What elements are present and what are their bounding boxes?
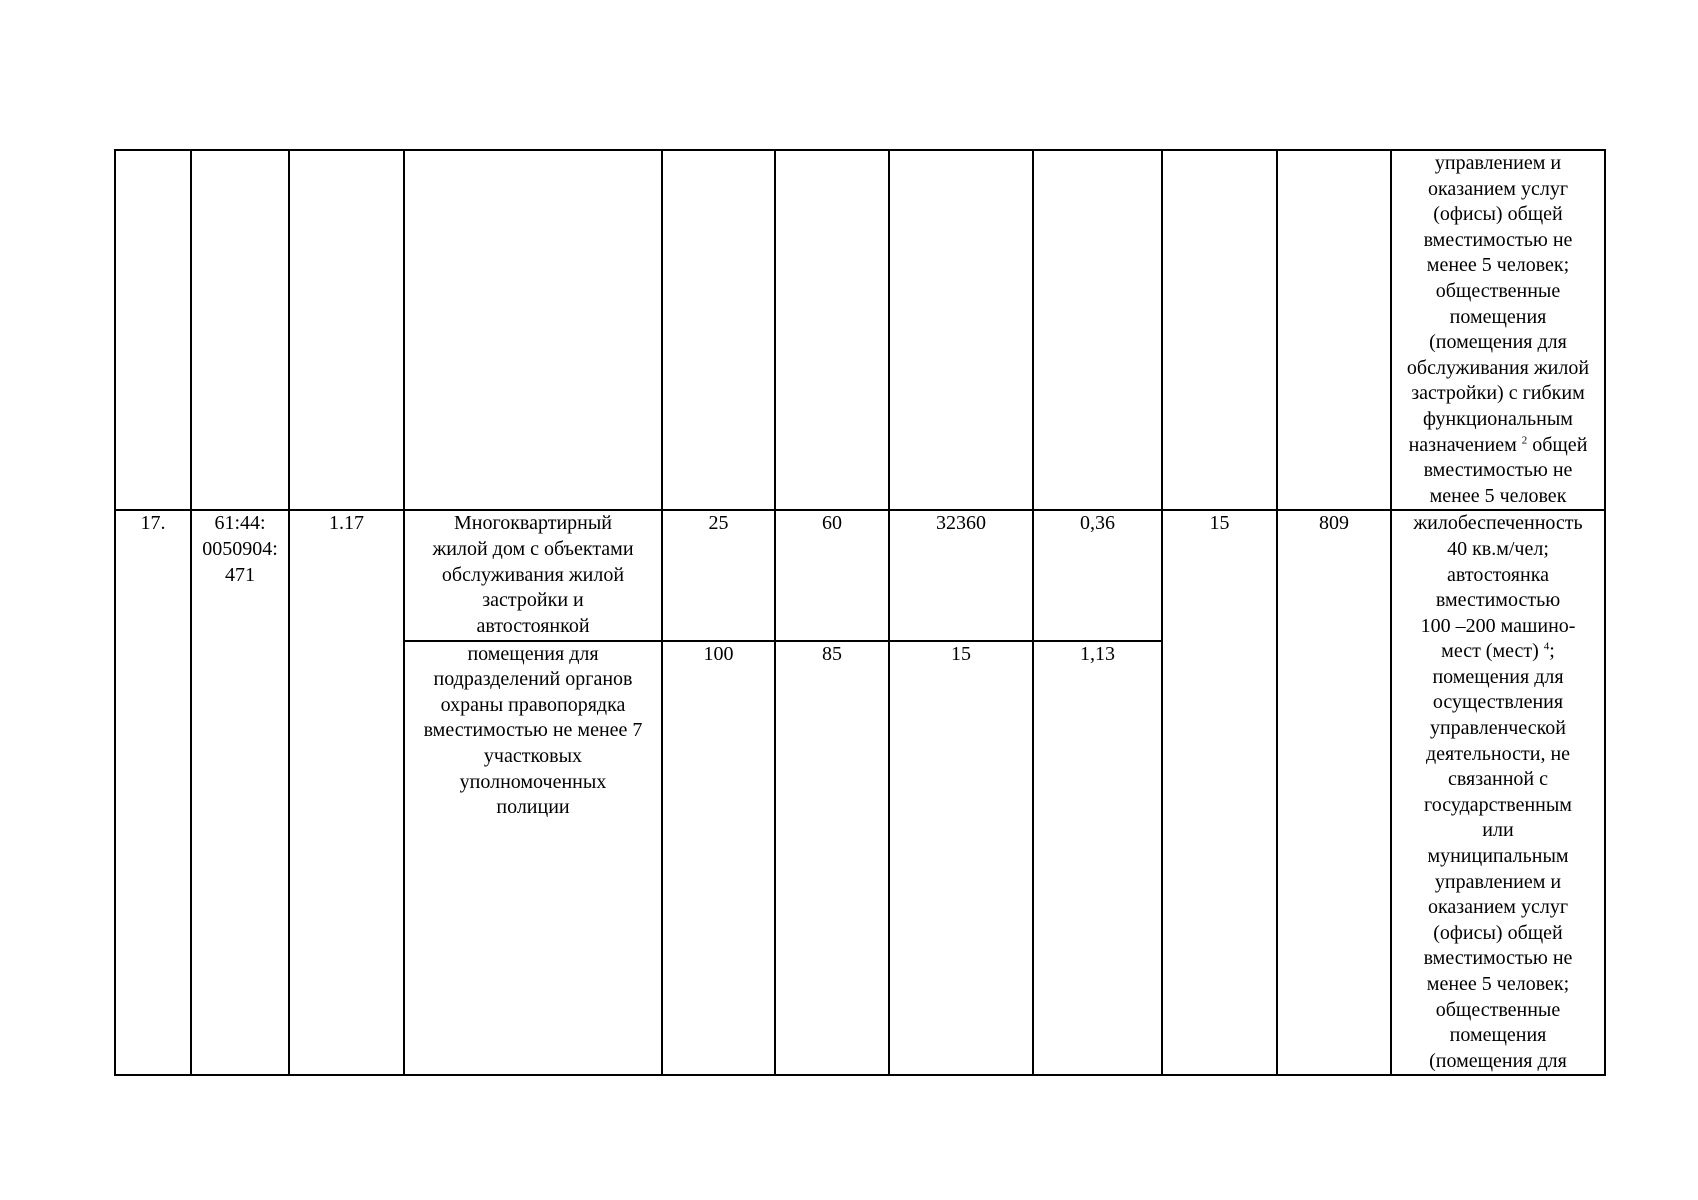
requirements-text-after: ; помещения для осуществления управленческой деятельности, не связанной с государственным или муниципальным управлением и оказанием услуг (офисы) общей вместимостью не менее 5 человек; общественные помещения (помещения для bbox=[1423, 640, 1573, 1072]
cell-value-6 bbox=[1277, 150, 1391, 510]
cell-description bbox=[404, 150, 662, 510]
cell-zone-code bbox=[289, 510, 404, 1075]
cell-description bbox=[404, 510, 662, 640]
cell-requirements bbox=[1391, 150, 1605, 510]
cell-value-2 bbox=[775, 510, 889, 640]
cell-value-3 bbox=[889, 150, 1033, 510]
table-row-continuation bbox=[115, 150, 1605, 510]
cell-value-4 bbox=[1033, 510, 1162, 640]
cadastral-number: 61:44: 0050904: 471 bbox=[202, 512, 278, 586]
cell-requirements bbox=[1391, 510, 1605, 1075]
value-2: 85 bbox=[822, 642, 842, 665]
cell-value-1 bbox=[662, 641, 775, 1076]
cell-value-5 bbox=[1162, 150, 1277, 510]
value-4: 0,36 bbox=[1080, 512, 1115, 535]
cell-zone-code bbox=[289, 150, 404, 510]
cell-cadastral-number bbox=[191, 510, 289, 1075]
cell-value-2 bbox=[775, 641, 889, 1076]
value-6: 809 bbox=[1319, 512, 1349, 535]
value-3: 32360 bbox=[936, 512, 986, 535]
value-1: 100 bbox=[703, 642, 734, 665]
cell-value-1 bbox=[662, 150, 775, 510]
requirements-text-after: общей вместимостью не менее 5 человек bbox=[1423, 433, 1588, 507]
cell-value-1 bbox=[662, 510, 775, 640]
cell-value-3 bbox=[889, 510, 1033, 640]
requirements-text: управлением и оказанием услуг (офисы) общей вместимостью не менее 5 человек; общественные помещения (помещения для обслуживания жилой застройки) с гибким функциональным назначением bbox=[1406, 152, 1590, 456]
value-2: 60 bbox=[822, 512, 842, 535]
table-row-17-a bbox=[115, 510, 1605, 640]
cell-value-2 bbox=[775, 150, 889, 510]
cell-value-6 bbox=[1277, 510, 1391, 1075]
cell-value-5 bbox=[1162, 510, 1277, 1075]
value-5: 15 bbox=[1209, 512, 1230, 535]
footnote-marker: 4 bbox=[1543, 640, 1550, 653]
row-number: 17. bbox=[140, 512, 166, 535]
cell-number bbox=[115, 510, 191, 1075]
value-4: 1,13 bbox=[1080, 642, 1115, 665]
cell-value-4 bbox=[1033, 150, 1162, 510]
value-1: 25 bbox=[708, 512, 729, 535]
cell-value-4 bbox=[1033, 641, 1162, 1076]
requirements-text: жилобеспеченность 40 кв.м/чел; автостоянка вместимостью 100 –200 машино- мест (мест) bbox=[1413, 512, 1583, 663]
value-3: 15 bbox=[951, 642, 971, 665]
cell-description bbox=[404, 641, 662, 1076]
cell-value-3 bbox=[889, 641, 1033, 1076]
footnote-marker: 2 bbox=[1521, 433, 1528, 446]
description-text: Многоквартирный жилой дом с объектами обслуживания жилой застройки и автостоянкой bbox=[432, 512, 634, 637]
zone-code: 1.17 bbox=[329, 512, 364, 535]
zoning-parameters-table bbox=[114, 149, 1606, 1076]
cell-cadastral-number bbox=[191, 150, 289, 510]
cell-number bbox=[115, 150, 191, 510]
description-text: помещения для подразделений органов охраны правопорядка вместимостью не менее 7 участковых уполномоченных полиции bbox=[423, 642, 643, 819]
